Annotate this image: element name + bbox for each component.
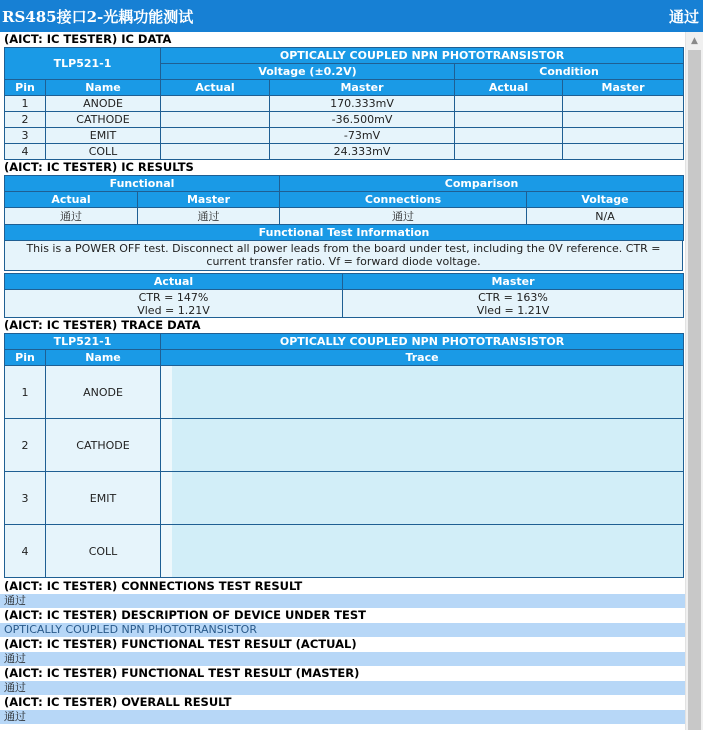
actual-cell [161, 128, 270, 144]
trace-plot [161, 525, 684, 578]
trace-plot [161, 366, 684, 419]
master-cell: 24.333mV [270, 144, 455, 160]
master-cell: 170.333mV [270, 96, 455, 112]
name-cell: CATHODE [46, 419, 161, 472]
col-cond-master: Master [563, 80, 684, 96]
trace-table [4, 333, 684, 578]
actual-vled: Vled = 1.21V [137, 303, 210, 317]
actual-header: Actual [5, 274, 343, 290]
master-header: Master [343, 274, 684, 290]
connections-result-title: (AICT: IC TESTER) CONNECTIONS TEST RESULT [4, 579, 303, 593]
trace-part-number: TLP521-1 [5, 334, 161, 350]
col-cond-actual: Actual [455, 80, 563, 96]
part-number: TLP521-1 [5, 48, 161, 80]
actual-ctr: CTR = 147% [138, 290, 209, 304]
table-row [5, 525, 684, 578]
trace-plot [161, 419, 684, 472]
functional-info-text: This is a POWER OFF test. Disconnect all power leads from the board under test, including the 0V reference. CTR = current transfer ratio. Vf = forward diode voltage. [4, 241, 683, 271]
voltage-value: N/A [527, 208, 684, 225]
pin-cell: 2 [5, 419, 46, 472]
overall-status: 通过 [668, 7, 699, 26]
name-cell: COLL [46, 144, 161, 160]
pin-cell: 4 [5, 525, 46, 578]
device-description-value: OPTICALLY COUPLED NPN PHOTOTRANSISTOR [0, 623, 685, 637]
table-row [5, 472, 684, 525]
cond-actual-cell [455, 128, 563, 144]
cond-actual-cell [455, 144, 563, 160]
page-title: RS485接口2-光耦功能测试 [2, 7, 194, 26]
device-description-title: (AICT: IC TESTER) DESCRIPTION OF DEVICE UNDER TEST [4, 608, 366, 622]
cond-master-cell [563, 128, 684, 144]
ic-results-title: (AICT: IC TESTER) IC RESULTS [4, 160, 194, 174]
pin-cell: 2 [5, 112, 46, 128]
col-actual: Actual [5, 192, 138, 208]
scrollbar-thumb[interactable] [688, 50, 701, 730]
ic-results-table [4, 175, 684, 241]
master-ctr: CTR = 163% [478, 290, 548, 304]
table-row [5, 128, 684, 144]
scroll-up-icon[interactable]: ▲ [691, 35, 698, 46]
ctr-table [4, 273, 684, 318]
functional-actual-value: 通过 [0, 652, 685, 666]
overall-result-title: (AICT: IC TESTER) OVERALL RESULT [4, 695, 232, 709]
col-trace: Trace [161, 350, 684, 366]
cond-actual-cell [455, 96, 563, 112]
actual-cell [161, 144, 270, 160]
table-row [5, 144, 684, 160]
master-cell: -73mV [270, 128, 455, 144]
master-vled: Vled = 1.21V [476, 303, 550, 317]
voltage-header: Voltage (±0.2V) [161, 64, 455, 80]
master-cell: -36.500mV [270, 112, 455, 128]
name-cell: ANODE [46, 366, 161, 419]
name-cell: EMIT [46, 472, 161, 525]
functional-master-value: 通过 [0, 681, 685, 695]
cond-master-cell [563, 112, 684, 128]
ic-data-table [4, 47, 684, 160]
pin-cell: 4 [5, 144, 46, 160]
name-cell: CATHODE [46, 112, 161, 128]
trace-data-title: (AICT: IC TESTER) TRACE DATA [4, 318, 201, 332]
pin-cell: 1 [5, 366, 46, 419]
functional-master-title: (AICT: IC TESTER) FUNCTIONAL TEST RESULT (MASTER) [4, 666, 360, 680]
comparison-header: Comparison [280, 176, 684, 192]
col-connections: Connections [280, 192, 527, 208]
report-content [0, 32, 685, 730]
condition-header: Condition [455, 64, 684, 80]
pin-cell: 3 [5, 472, 46, 525]
table-row [5, 290, 684, 318]
col-master: Master [270, 80, 455, 96]
actual-cell [161, 112, 270, 128]
functional-info-header: Functional Test Information [5, 225, 684, 241]
trace-device-header: OPTICALLY COUPLED NPN PHOTOTRANSISTOR [161, 334, 684, 350]
name-cell: COLL [46, 525, 161, 578]
pin-cell: 1 [5, 96, 46, 112]
pin-cell: 3 [5, 128, 46, 144]
table-row [5, 366, 684, 419]
col-name: Name [46, 80, 161, 96]
ic-data-title: (AICT: IC TESTER) IC DATA [4, 32, 172, 46]
table-row [5, 112, 684, 128]
col-pin: Pin [5, 80, 46, 96]
overall-result-value: 通过 [0, 710, 685, 724]
trace-plot [161, 472, 684, 525]
functional-header: Functional [5, 176, 280, 192]
master-ctr-cell [343, 290, 684, 318]
connections-value: 通过 [280, 208, 527, 225]
cond-actual-cell [455, 112, 563, 128]
vertical-scrollbar[interactable] [685, 32, 703, 730]
name-cell: EMIT [46, 128, 161, 144]
col-voltage: Voltage [527, 192, 684, 208]
title-bar [0, 0, 703, 32]
connections-result-value: 通过 [0, 594, 685, 608]
table-row [5, 419, 684, 472]
actual-ctr-cell [5, 290, 343, 318]
cond-master-cell [563, 96, 684, 112]
table-row [5, 96, 684, 112]
device-header: OPTICALLY COUPLED NPN PHOTOTRANSISTOR [161, 48, 684, 64]
col-master: Master [138, 192, 280, 208]
col-name: Name [46, 350, 161, 366]
cond-master-cell [563, 144, 684, 160]
col-actual: Actual [161, 80, 270, 96]
functional-master-value: 通过 [138, 208, 280, 225]
actual-cell [161, 96, 270, 112]
table-row [5, 208, 684, 225]
functional-actual-value: 通过 [5, 208, 138, 225]
functional-actual-title: (AICT: IC TESTER) FUNCTIONAL TEST RESULT (ACTUAL) [4, 637, 357, 651]
name-cell: ANODE [46, 96, 161, 112]
col-pin: Pin [5, 350, 46, 366]
